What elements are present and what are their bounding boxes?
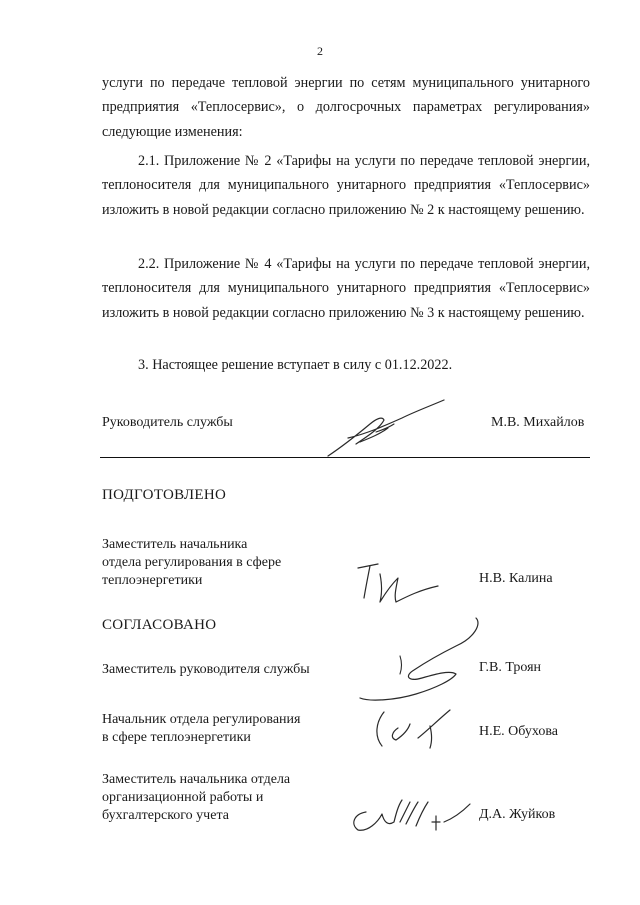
prepared-position-line-3: теплоэнергетики <box>102 573 203 588</box>
prepared-heading: ПОДГОТОВЛЕНО <box>102 487 227 503</box>
page-number: 2 <box>317 44 323 58</box>
approver-2-signature-image <box>368 704 458 752</box>
approver-1-position-line-1: Заместитель руководителя службы <box>102 662 310 677</box>
approver-1-name: Г.В. Троян <box>479 660 542 675</box>
approver-2-position-line-1: Начальник отдела регулирования <box>102 712 301 727</box>
item-2-2-paragraph: 2.2. Приложение № 4 «Тарифы на услуги по передаче тепловой энергии, теплоносителя для муниципального унитарного предприятия «Теплосервис» изложить в новой редакции согласно приложению № 3 к настоящему решению. <box>102 256 590 321</box>
signature-divider-line <box>100 457 590 458</box>
head-signature-image <box>318 398 448 460</box>
approved-heading: СОГЛАСОВАНО <box>102 617 217 633</box>
item-2-1-paragraph: 2.1. Приложение № 2 «Тарифы на услуги по передаче тепловой энергии, теплоносителя для муниципального унитарного предприятия «Теплосервис» изложить в новой редакции согласно приложению № 2 к настоящему решению. <box>102 153 590 218</box>
approver-2-name: Н.Е. Обухова <box>479 724 558 739</box>
approver-1-signature-image <box>356 610 496 710</box>
prepared-name: Н.В. Калина <box>479 571 553 586</box>
prepared-signature-image <box>352 556 442 606</box>
item-3-paragraph: 3. Настоящее решение вступает в силу с 01.12.2022. <box>138 357 453 373</box>
approver-3-position-line-1: Заместитель начальника отдела <box>102 772 291 787</box>
prepared-position-line-1: Заместитель начальника <box>102 537 248 552</box>
approver-2-position-line-2: в сфере теплоэнергетики <box>102 730 251 745</box>
approver-3-signature-image <box>344 792 474 840</box>
intro-paragraph: услуги по передаче тепловой энергии по сетям муниципального унитарного предприятия «Теплосервис», о долгосрочных параметрах регулирования» следующие изменения: <box>102 75 590 140</box>
prepared-position-line-2: отдела регулирования в сфере <box>102 555 282 570</box>
head-name: М.В. Михайлов <box>491 415 585 430</box>
approver-3-name: Д.А. Жуйков <box>479 807 556 822</box>
approver-3-position-line-2: организационной работы и <box>102 790 264 805</box>
head-title: Руководитель службы <box>102 415 233 430</box>
approver-3-position-line-3: бухгалтерского учета <box>102 808 229 823</box>
